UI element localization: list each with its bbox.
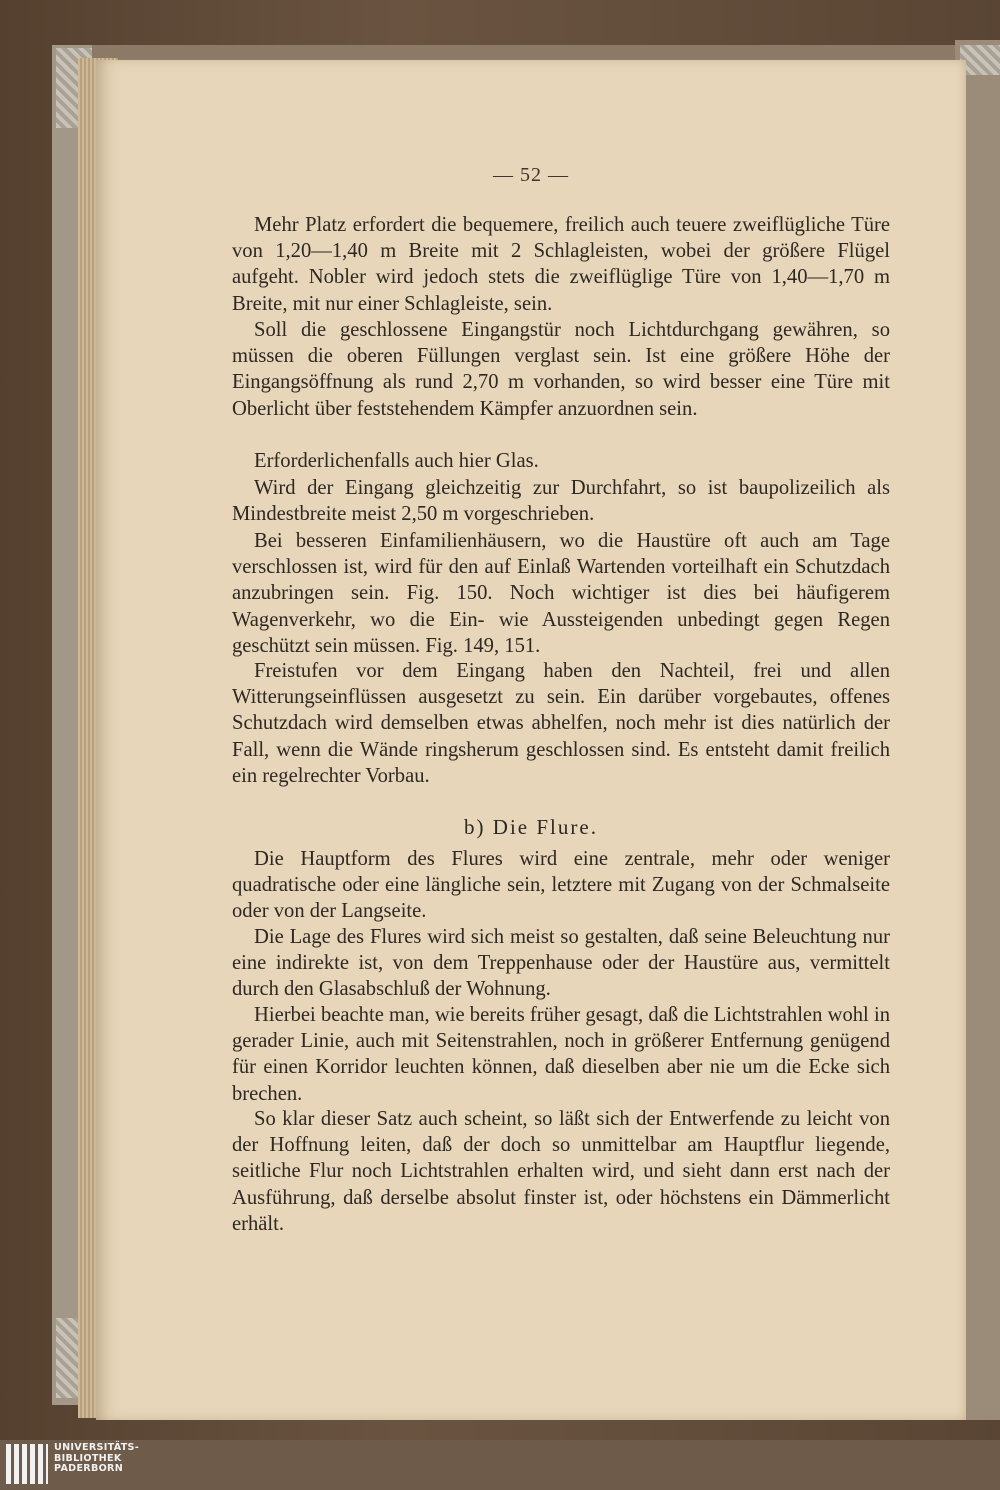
logo-line-1: UNIVERSITÄTS- [54, 1442, 140, 1453]
paragraph-side-hall: So klar dieser Satz auch scheint, so läßt sich der Entwerfende zu leicht von der Hoffnung leiten, daß der doch so unmittelbar am Hauptflur liegende, seitliche Flur noch Lichtstrahlen erhalten wird, und sieht dann erst nach der Ausführung, daß derselbe absolut finster ist, oder höchstens ein Dämmerlicht erhält. [232, 1108, 890, 1235]
paragraph-hall-lighting: Die Lage des Flures wird sich meist so gestalten, daß seine Beleuchtung nur eine indirekte ist, von dem Treppenhause oder der Haustüre aus, vermittelt durch den Glasabschluß der Wohnung. [232, 926, 890, 1001]
paragraph-light-rays: Hierbei beachte man, wie bereits früher gesagt, daß die Lichtstrahlen wohl in gerader Linie, auch mit Seitenstrahlen, noch in größerer Entfernung genügend für einen Korridor leuchten können, daß dieselben aber nie um die Ecke sich brechen. [232, 1004, 890, 1105]
library-logo-text [54, 1443, 139, 1475]
logo-line-3: PADERBORN [54, 1463, 124, 1474]
library-logo-icon [6, 1444, 48, 1484]
logo-line-2: BIBLIOTHEK [54, 1452, 122, 1464]
section-heading: b) Die Flure. [464, 815, 598, 839]
library-footer [0, 1440, 1000, 1490]
paragraph-glass: Erforderlichenfalls auch hier Glas. [254, 450, 539, 472]
paragraph-canopy: Bei besseren Einfamilienhäusern, wo die Haustüre oft auch am Tage verschlossen ist, wird für den auf Einlaß Wartenden vorteilhaft ein Schutzdach anzubringen sein. Fig. 150. Noch wichtiger ist dies bei häufigerem Wagenverkehr, wo die Ein- wie Aussteigenden unbedingt gegen Regen geschützt sein müssen. Fig. 149, 151. [232, 530, 890, 657]
paragraph-passage: Wird der Eingang gleichzeitig zur Durchfahrt, so ist baupolizeilich als Mindestbreite meist 2,50 m vorgeschrieben. [232, 477, 890, 526]
paragraph-hall-form: Die Hauptform des Flures wird eine zentrale, mehr oder weniger quadratische oder eine längliche sein, letztere mit Zugang von der Schmalseite oder von der Langseite. [232, 848, 890, 923]
cover-corner-top-right [960, 45, 1000, 75]
page-number: — 52 — [493, 164, 569, 186]
paragraph-door-width: Mehr Platz erfordert die bequemere, freilich auch teuere zweiflügliche Türe von 1,20—1,40 m Breite mit 2 Schlagleisten, wobei der größere Flügel aufgeht. Nobler wird jedoch stets die zweiflüglige Türe von 1,40—1,70 m Breite, mit nur einer Schlagleiste, sein. [232, 214, 890, 315]
paragraph-glazing: Soll die geschlossene Eingangstür noch Lichtdurchgang gewähren, so müssen die oberen Füllungen verglast sein. Ist eine größere Höhe der Eingangsöffnung als rund 2,70 m vorhanden, so wird besser eine Türe mit Oberlicht über feststehendem Kämpfer anzuordnen sein. [232, 319, 890, 420]
book-page [96, 60, 966, 1420]
paragraph-open-steps: Freistufen vor dem Eingang haben den Nachteil, frei und allen Witterungseinflüssen ausgesetzt zu sein. Ein darüber vorgebautes, offenes Schutzdach wird demselben etwas abhelfen, noch mehr ist dies natürlich der Fall, wenn die Wände ringsherum geschlossen sind. Es entsteht damit freilich ein regelrechter Vorbau. [232, 660, 890, 787]
